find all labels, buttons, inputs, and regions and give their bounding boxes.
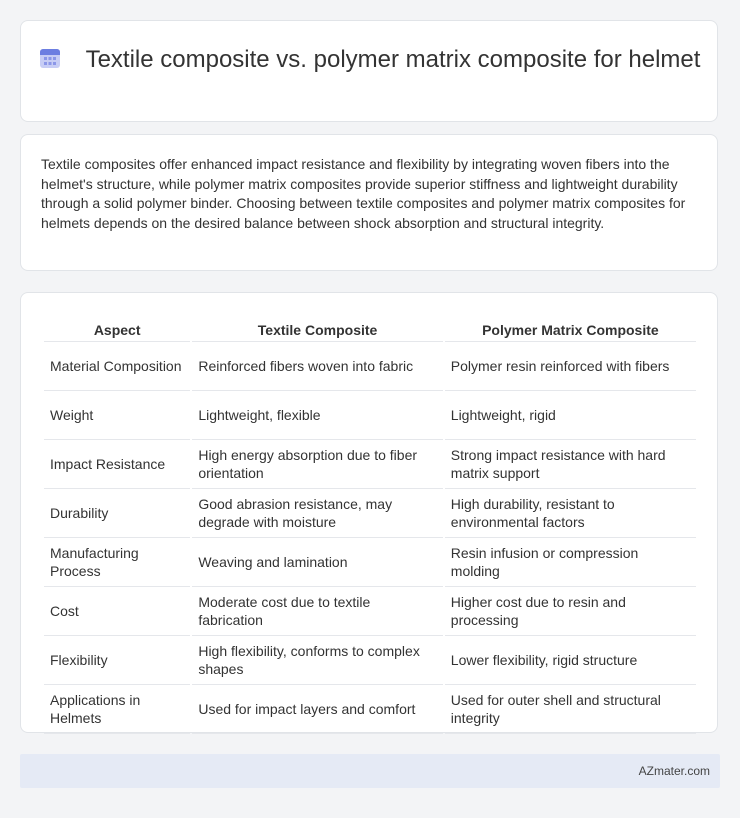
cell-aspect: Flexibility [44, 636, 190, 685]
cell-aspect: Material Composition [44, 342, 190, 391]
cell-polymer: Resin infusion or compression molding [445, 538, 696, 587]
title-text: Textile composite vs. polymer matrix composite for helmet [85, 46, 701, 73]
cell-textile: High flexibility, conforms to complex shapes [192, 636, 442, 685]
comparison-table [42, 309, 698, 734]
page-title [21, 45, 717, 77]
cell-textile: High energy absorption due to fiber orientation [192, 440, 442, 489]
cell-polymer: Polymer resin reinforced with fibers [445, 342, 696, 391]
table-row [44, 342, 696, 391]
table-row [44, 538, 696, 587]
cell-aspect: Cost [44, 587, 190, 636]
description-card [20, 134, 718, 271]
cell-aspect: Durability [44, 489, 190, 538]
table-row [44, 685, 696, 734]
description-text: Textile composites offer enhanced impact resistance and flexibility by integrating woven fibers into the helmet's structure, while polymer matrix composites provide superior stiffness and lightweight durability through a solid polymer binder. Choosing between textile composites and polymer matrix composites for helmets depends on the desired balance between shock absorption and structural integrity. [41, 156, 686, 231]
calendar-icon [38, 46, 62, 77]
cell-polymer: High durability, resistant to environmental factors [445, 489, 696, 538]
cell-polymer: Lightweight, rigid [445, 391, 696, 440]
cell-textile: Moderate cost due to textile fabrication [192, 587, 442, 636]
header-textile: Textile Composite [192, 309, 442, 342]
cell-polymer: Used for outer shell and structural integrity [445, 685, 696, 734]
title-card [20, 20, 718, 122]
cell-aspect: Impact Resistance [44, 440, 190, 489]
table-header-row [44, 309, 696, 342]
header-aspect: Aspect [44, 309, 190, 342]
cell-aspect: Manufacturing Process [44, 538, 190, 587]
cell-textile: Used for impact layers and comfort [192, 685, 442, 734]
cell-textile: Weaving and lamination [192, 538, 442, 587]
table-row [44, 636, 696, 685]
cell-polymer: Strong impact resistance with hard matrix support [445, 440, 696, 489]
cell-textile: Good abrasion resistance, may degrade with moisture [192, 489, 442, 538]
table-row [44, 489, 696, 538]
header-polymer: Polymer Matrix Composite [445, 309, 696, 342]
cell-polymer: Lower flexibility, rigid structure [445, 636, 696, 685]
cell-aspect: Applications in Helmets [44, 685, 190, 734]
cell-aspect: Weight [44, 391, 190, 440]
comparison-table-card [20, 292, 718, 733]
cell-textile: Reinforced fibers woven into fabric [192, 342, 442, 391]
table-row [44, 391, 696, 440]
table-row [44, 587, 696, 636]
footer-brand: AZmater.com [638, 764, 710, 778]
cell-textile: Lightweight, flexible [192, 391, 442, 440]
table-row [44, 440, 696, 489]
cell-polymer: Higher cost due to resin and processing [445, 587, 696, 636]
footer [20, 754, 720, 788]
